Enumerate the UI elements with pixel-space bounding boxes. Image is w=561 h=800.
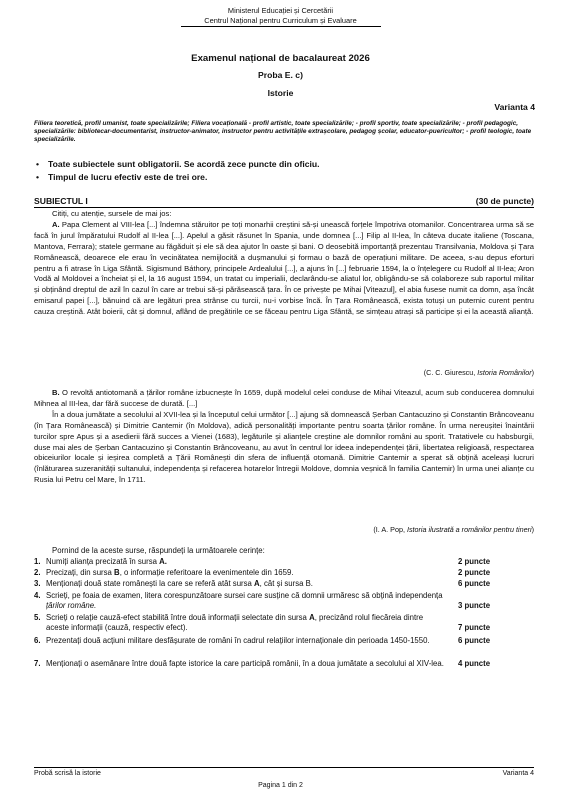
question-number: 7. — [34, 659, 41, 668]
section-header — [34, 196, 534, 208]
page-number: Pagina 1 din 2 — [258, 782, 303, 789]
question-points: 6 puncte — [458, 579, 491, 588]
footer-left: Probă scrisă la istorie — [34, 770, 101, 777]
intro-text: Citiți, cu atenție, sursele de mai jos: — [52, 209, 172, 218]
question-number: 4. — [34, 591, 41, 600]
source-a-paragraph — [34, 220, 534, 318]
question-number: 2. — [34, 568, 41, 577]
source-b-citation: (I. A. Pop, Istoria ilustrată a românilor pentru tineri) — [373, 525, 534, 534]
question-points: 2 puncte — [458, 557, 491, 566]
section-title: SUBIECTUL I — [34, 196, 88, 206]
question-points: 6 puncte — [458, 636, 491, 645]
source-a-block — [34, 209, 534, 318]
question-item: 3. Menționați două state românești la care se referă atât sursa A, cât și sursa B. 6 puncte — [34, 579, 491, 588]
proba-label: Proba E. c) — [258, 70, 303, 80]
questions-intro-block — [34, 546, 534, 557]
source-a-citation: (C. C. Giurescu, Istoria Românilor) — [423, 368, 534, 377]
question-number: 5. — [34, 613, 41, 622]
source-a-work: Istoria Românilor — [477, 368, 532, 377]
question-item: 4. Scrieți, pe foaia de examen, litera corespunzătoare sursei care susține că domnii urmăresc să obțină independența țărilor române. 3 puncte — [34, 591, 491, 610]
source-b-block — [34, 388, 534, 486]
question-number: 6. — [34, 636, 41, 645]
ministry-name: Ministerul Educației și Cercetării — [227, 6, 334, 15]
subject-title: Istorie — [267, 88, 294, 98]
source-a-label: A. — [52, 219, 60, 229]
question-item: 2. Precizați, din sursa B, o informație referitoare la evenimentele din 1659. 2 puncte — [34, 568, 491, 577]
footer-right: Varianta 4 — [502, 770, 534, 777]
question-points: 2 puncte — [458, 568, 491, 577]
rule-item: • Toate subiectele sunt obligatorii. Se acordă zece puncte din oficiu. — [34, 158, 534, 171]
questions-intro: Pornind de la aceste surse, răspundeți la următoarele cerințe: — [52, 546, 265, 555]
source-b-text-1: O revoltă antiotomană a țărilor române izbucnește în 1659, după modelul celei conduse de Mihai Viteazul, acum sub conducerea domnului Mihnea al III-lea, dar fără succese de durată. [...] — [34, 388, 534, 408]
source-b-paragraph-1 — [34, 388, 534, 410]
question-item: 5. Scrieți o relație cauză-efect stabilită între două informații selectate din sursa A, precizând rolul fiecăreia dintre aceste informații (cauză, respectiv efect). 7 puncte — [34, 613, 491, 632]
variant-label: Varianta 4 — [494, 102, 535, 112]
page-header — [0, 6, 561, 27]
exam-title: Examenul național de bacalaureat 2026 — [191, 53, 370, 64]
source-b-label: B. — [52, 388, 60, 397]
question-number: 3. — [34, 579, 41, 588]
center-name: Centrul Național pentru Curriculum și Evaluare — [181, 16, 381, 27]
section-points: (30 de puncte) — [475, 196, 534, 206]
source-b-paragraph-2: În a doua jumătate a secolului al XVII-lea și la începutul celui următor [...] ajung să domnească Șerban Cantacuzino și Constantin Brâncoveanu (în Țara Românească) și Dimitrie Cantemir (în Moldova), adică personalități importante pentru soarta țărilor române. În urma nereușitei înaintării turcilor spre Apus și a asedierii fără succes a Vienei (1683), legăturile și alianțele creștine ale domnilor români au sporit. Tratativele cu habsburgii, duse mai ales de Șerban Cantacuzino și Constantin Brâncoveanu, au avut în centrul lor ideea independenței țării, libertatea religioasă, respectarea obiceiurilor locale și ieșirea completă a Țării Românești din sfera de influență otomană. Dimitrie Cantemir a sperat să obțină aceleași lucruri (înlăturarea suzeranității sultanului, independența și refacerea hotarelor întregii Moldove, domnia veșnică în familia Cantemir) în urma unei alianțe cu Rusia lui Petru cel Mare, în 1711. — [34, 409, 534, 485]
footer-divider — [34, 767, 534, 768]
question-item: 1. Numiți alianța precizată în sursa A. 2 puncte — [34, 557, 491, 566]
source-b-work: Istoria ilustrată a românilor pentru tineri — [406, 525, 532, 534]
question-points: 7 puncte — [458, 622, 491, 632]
rule-item: • Timpul de lucru efectiv este de trei ore. — [34, 171, 534, 184]
question-item: 7. Menționați o asemănare între două fapte istorice la care participă românii, în a doua jumătate a secolului al XIV-lea. 4 puncte — [34, 659, 491, 668]
source-a-text: Papa Clement al VIII-lea [...] îndemna stăruitor pe toți monarhii creștini să-și unească forțele împotriva otomanilor. Concentrarea urma să se facă în jurul împăratului Rudolf al II-lea [...]. Apelul a găsit răsunet în Spania, unde domnea [...] Filip al II-lea, în câteva ducate italiene (Toscana, Mantova, Ferrara); statele germane au făgăduit și ele să dea ajutor în oaste și bani. O deosebită importanță prezentau Transilvania, Moldova și Țara Românească, deoarece ele erau în vecinătatea nemijlocită a dușmanului și formau o bază de operațiuni militare. De aceea, s-au depus eforturi pentru a fi atrase în Liga Sfântă. Sigismund Báthory, principele Ardealului [...], a ajuns în [...] februarie 1594, la o înțelegere cu Rudolf al II-lea; Aron Vodă al Moldovei a încheiat și el, la 16 august 1594, un tratat cu imperialii, declarându-se aliatul lor, obligându-se să colaboreze sub raportul militar și obținând dreptul de azil în cazul în care ar trebui să-și părăsească țara. În ce privește pe Mihai [Viteazul], el abia fusese numit ca domn, așa încât emisarul papei [...], bănuind că are legături prea strânse cu turcii, nu-i vorbise încă. În Țara Românească, exista totuși un puternic curent pentru cauza creștină. Atât boierii, cât și domnul, aflând de pregătirile ce se făceau pentru Liga Sfântă, se simțeau atrași să participe și ei la această alianță. — [34, 219, 534, 317]
question-number: 1. — [34, 557, 41, 566]
question-points: 3 puncte — [458, 600, 491, 610]
rules-list — [34, 158, 534, 183]
question-item: 6. Prezentați două acțiuni militare desfășurate de români în cadrul relațiilor internaționale din perioada 1450-1550. 6 puncte — [34, 636, 491, 645]
profile-text: Filiera teoretică, profil umanist, toate specializările; Filiera vocațională - profil artistic, toate specializările; - profil sportiv, toate specializările; - profil pedagogic, specializările: bibliotecar-documentarist, instructor-animator, instructor pentru activitățile extrașcolare, pedagog școlar, educator-puericultor; - profil teologic, toate specializările. — [34, 120, 532, 144]
question-points: 4 puncte — [458, 659, 491, 668]
